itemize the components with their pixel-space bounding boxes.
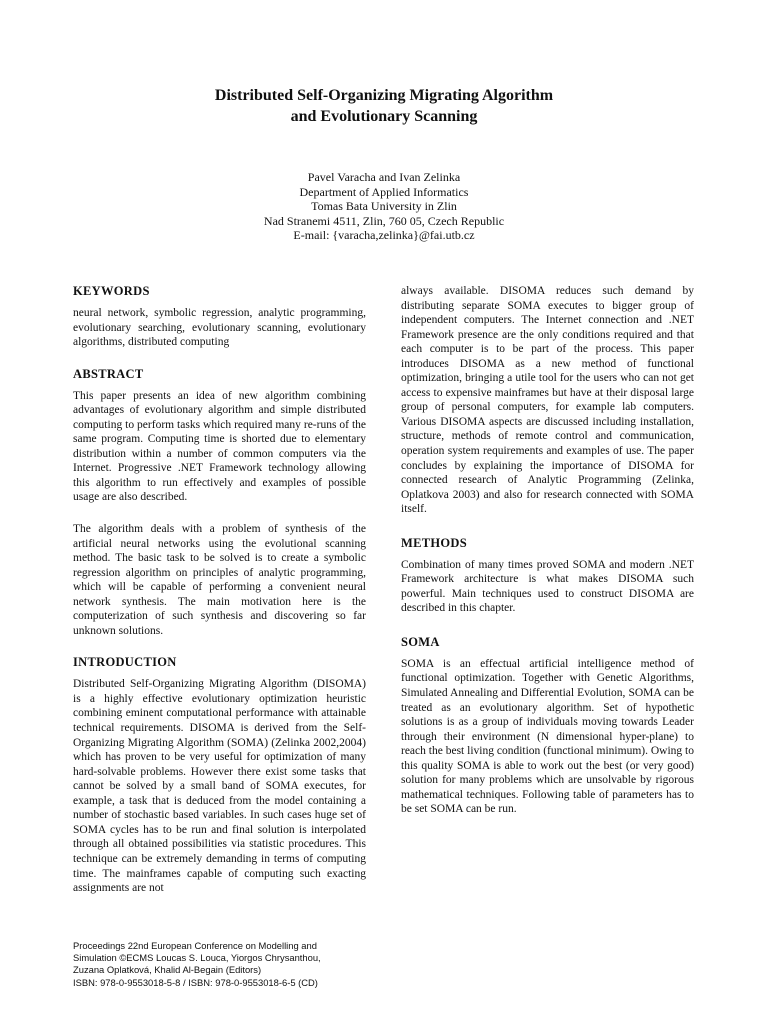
footer-line-2: Simulation ©ECMS Loucas S. Louca, Yiorgos Chrysanthou,	[73, 952, 321, 964]
soma-heading: SOMA	[401, 634, 440, 649]
footer-line-4: ISBN: 978-0-9553018-5-8 / ISBN: 978-0-9553018-6-5 (CD)	[73, 976, 318, 988]
footer-line-3: Zuzana Oplatková, Khalid Al-Begain (Editors)	[73, 964, 262, 976]
abstract-heading: ABSTRACT	[73, 366, 144, 381]
introduction-paragraph-continued: always available. DISOMA reduces such demand by distributing separate SOMA executes to bigger group of independent computers. The Internet connection and .NET Framework presence are the only conditions required and that each computer is to be part of the process. This paper introduces DISOMA as a new method of functional optimization, bringing a utile tool for the users who can not get access to expensive mainframes but have at their disposal large group of personal computers, for example lab computers. Various DISOMA aspects are discussed including installation, structure, methods of remote control and communication, operation system requirements and examples of use. The paper concludes by explaining the importance of DISOMA for connected research of Analytic Programming (Zelinka, Oplatkova 2003) and also for research connected with SOMA itself.	[401, 285, 694, 516]
author-address: Nad Stranemi 4511, Zlin, 760 05, Czech Republic	[263, 213, 505, 228]
proceedings-footer	[73, 940, 373, 989]
author-block	[0, 170, 768, 243]
keywords-text: neural network, symbolic regression, analytic programming, evolutionary searching, evolutionary scanning, evolutionary algorithms, distributed computing	[73, 307, 366, 349]
title-line-1: Distributed Self-Organizing Migrating Algorithm	[214, 87, 554, 104]
abstract-paragraph-2: The algorithm deals with a problem of synthesis of the artificial neural networks using the evolutional scanning method. The basic task to be solved is to create a symbolic regression algorithm on principles of analytic programming, which will be capable of performing a convenient neural network synthesis. The main motivation here is the computerization of such synthesis and discovering so far unknown solutions.	[73, 523, 366, 637]
footer-line-1: Proceedings 22nd European Conference on Modelling and	[73, 940, 317, 951]
introduction-heading: INTRODUCTION	[73, 655, 177, 670]
author-names: Pavel Varacha and Ivan Zelinka	[307, 170, 461, 184]
right-column	[401, 284, 694, 826]
abstract-paragraph-1: This paper presents an idea of new algorithm combining advantages of evolutionary algorithm and simple distributed computing to perform tasks which required many re-runs of the same program. Computing time is shorted due to elementary distribution within a number of common computers via the Internet. Progressive .NET Framework technology allowing this algorithm to run effectively and examples of possible usage are also described.	[73, 389, 366, 504]
author-email: E-mail: {varacha,zelinka}@fai.utb.cz	[293, 228, 475, 243]
left-column	[73, 284, 366, 905]
author-department: Department of Applied Informatics	[299, 184, 469, 199]
methods-paragraph: Combination of many times proved SOMA and modern .NET Framework architecture is what makes DISOMA such powerful. Main techniques used to construct DISOMA are described in this chapter.	[401, 558, 694, 615]
title-line-2: and Evolutionary Scanning	[290, 108, 478, 125]
author-university: Tomas Bata University in Zlin	[311, 199, 457, 214]
keywords-heading: KEYWORDS	[73, 284, 150, 298]
paper-title	[0, 85, 768, 127]
soma-paragraph: SOMA is an effectual artificial intelligence method of functional optimization. Together with Genetic Algorithms, Simulated Annealing and Differential Evolution, SOMA can be treated as an evolutionary algorithm. Set of hypothetic solutions is as a group of individuals moving towards Leader through their environment (N dimensional hyper-plane) to reach the best living condition (functional minimum). Owing to this quality SOMA is able to work out the best (or very good) solution for many problems which are unsolvable by rigorous mathematical techniques. Following table of parameters has to be set SOMA can be run.	[401, 657, 694, 816]
methods-heading: METHODS	[401, 535, 467, 550]
introduction-paragraph-1: Distributed Self-Organizing Migrating Algorithm (DISOMA) is a highly effective evolutionary optimization heuristic combining eminent computational performance with attainable technical requirements. DISOMA is derived from the Self-Organizing Migrating Algorithm (SOMA) (Zelinka 2002,2004) which has proven to be very useful for optimization of many hard-solvable problems. However there exist some tasks that cannot be solved by a small band of SOMA executes, for example, a task that is deduced from the model containing a number of stochastic based variables. In such cases huge set of SOMA cycles has to be run and final solution is interpolated through all obtained possibilities via statistic procedures. This technique can be extremely demanding in terms of computing time. The mainframes capable of computing such exacting assignments are not	[73, 678, 366, 895]
